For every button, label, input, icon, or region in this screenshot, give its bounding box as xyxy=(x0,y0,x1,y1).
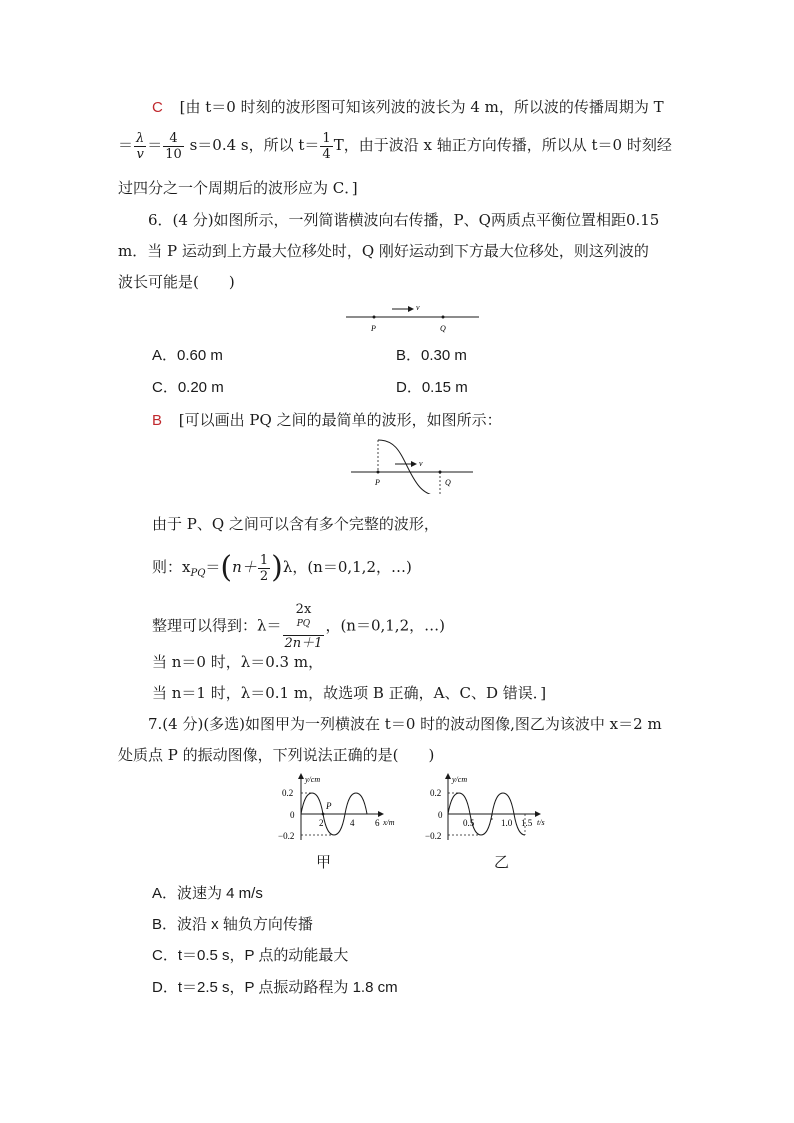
q6-option-d[interactable]: D．0.15 m xyxy=(396,379,468,396)
v-label: v xyxy=(419,459,423,468)
q6-point-p xyxy=(373,316,376,319)
graph-jia xyxy=(270,772,410,844)
q6-answer-wave-figure xyxy=(345,434,477,494)
graph-yi xyxy=(425,772,565,844)
jia-ytick-top: 0.2 xyxy=(282,788,294,798)
yi-ytick-top: 0.2 xyxy=(430,788,442,798)
jia-p-label: P xyxy=(326,801,332,811)
q6-point-q xyxy=(442,316,445,319)
graph-jia-caption: 甲 xyxy=(316,853,332,871)
jia-ytick-zero: 0 xyxy=(290,810,295,820)
q5-answer-line1 xyxy=(152,97,664,118)
q7-stem-line1: 7.(4 分)(多选)如图甲为一列横波在 t＝0 时的波动图像,图乙为该波中 x＝2 m xyxy=(148,715,662,733)
yi-xtick-10: 1.0 xyxy=(501,818,513,828)
q6-q-label: Q xyxy=(440,324,446,333)
q6-answer-line1 xyxy=(152,410,502,431)
q-label: Q xyxy=(445,478,451,487)
q6-option-a[interactable]: A．0.60 m xyxy=(152,347,223,364)
q6-answer-line4: 整理可以得到：λ＝ 2x $^{PQ}$ 2n＋1 ，(n＝0,1,2，…) xyxy=(152,602,445,652)
q6-answer-line5: 当 n＝0 时，λ＝0.3 m， xyxy=(152,653,324,671)
fraction-one-half: $\frac{1}{2}$ xyxy=(259,552,269,584)
fraction-wavelength: 2x $^{PQ}$ 2n＋1 xyxy=(284,602,323,652)
sine-curve xyxy=(378,440,440,494)
q6-p-label: P xyxy=(371,324,376,333)
v-arrow-head xyxy=(411,461,417,467)
q7-option-c[interactable]: C．t＝0.5 s，P 点的动能最大 xyxy=(152,947,349,964)
q7-option-d[interactable]: D．t＝2.5 s，P 点振动路程为 1.8 cm xyxy=(152,979,398,996)
q6-stem-line3: 波长可能是( ) xyxy=(118,273,235,291)
q6-answer-line3: 则：$x_{PQ}=(n+$ $\frac{1}{2}$ )λ，(n＝0,1,2，…) xyxy=(152,550,412,585)
jia-ytick-bottom: −0.2 xyxy=(278,831,295,841)
point-q xyxy=(439,471,442,474)
jia-xtick-6: 6 xyxy=(375,818,380,828)
jia-ylabel: y/cm xyxy=(305,775,321,784)
q6-answer-line2: 由于 P、Q 之间可以含有多个完整的波形， xyxy=(152,515,439,533)
q7-option-b[interactable]: B．波沿 x 轴负方向传播 xyxy=(152,916,313,933)
yi-xtick-15: 1.5 xyxy=(521,818,533,828)
q6-v-label: v xyxy=(416,303,420,312)
q5-answer-line3: 过四分之一个周期后的波形应为 C．] xyxy=(118,179,358,197)
q7-option-a[interactable]: A．波速为 4 m/s xyxy=(152,885,263,902)
q6-stem-line2: m．当 P 运动到上方最大位移处时，Q 刚好运动到下方最大位移处，则这列波的 xyxy=(118,242,649,260)
yi-ytick-bottom: −0.2 xyxy=(425,831,442,841)
q6-answer-text1: [可以画出 PQ 之间的最简单的波形，如图所示： xyxy=(178,411,502,429)
q6-option-c[interactable]: C．0.20 m xyxy=(152,379,224,396)
period-explanation: T，由于波沿 x 轴正方向传播，所以从 t＝0 时刻经 xyxy=(333,136,672,154)
yi-ylabel: y/cm xyxy=(452,775,468,784)
graph-yi-caption: 乙 xyxy=(494,853,510,871)
q7-stem-line2: 处质点 P 的振动图像，下列说法正确的是( ) xyxy=(118,746,435,764)
jia-xtick-2: 2 xyxy=(319,818,324,828)
q6-answer-letter: B xyxy=(152,412,163,429)
q5-answer-letter: C xyxy=(152,99,163,116)
fraction-1-4: $\frac{1}{4}$ xyxy=(322,130,331,162)
jia-xtick-4: 4 xyxy=(350,818,355,828)
q5-answer-text1: [由 t＝0 时刻的波形图可知该列波的波长为 4 m，所以波的传播周期为 T xyxy=(179,98,664,116)
period-value: s＝0.4 s，所以 t＝ xyxy=(184,136,320,154)
point-p xyxy=(377,471,380,474)
q6-option-b[interactable]: B．0.30 m xyxy=(396,347,467,364)
fraction-lambda-v: $\frac{\lambda}{v}$ xyxy=(136,130,145,162)
yi-ytick-zero: 0 xyxy=(438,810,443,820)
yi-xlabel: t/s xyxy=(537,818,545,827)
jia-point-p xyxy=(322,813,325,816)
equals-sign-2: ＝ xyxy=(147,136,163,154)
q6-arrow-head xyxy=(408,306,414,312)
q6-figure xyxy=(340,300,485,338)
q6-answer-line6: 当 n＝1 时，λ＝0.1 m，故选项 B 正确，A、C、D 错误．] xyxy=(152,684,547,702)
yi-xtick-05: 0.5 xyxy=(463,818,475,828)
q5-answer-line2 xyxy=(118,128,672,162)
equals-sign: ＝ xyxy=(118,136,134,154)
p-label: P xyxy=(375,478,380,487)
jia-xlabel: x/m xyxy=(383,818,395,827)
q6-stem-line1: 6．(4 分)如图所示，一列简谐横波向右传播，P、Q两质点平衡位置相距0.15 xyxy=(148,211,660,229)
fraction-4-10: $\frac{4}{10}$ xyxy=(165,130,182,162)
